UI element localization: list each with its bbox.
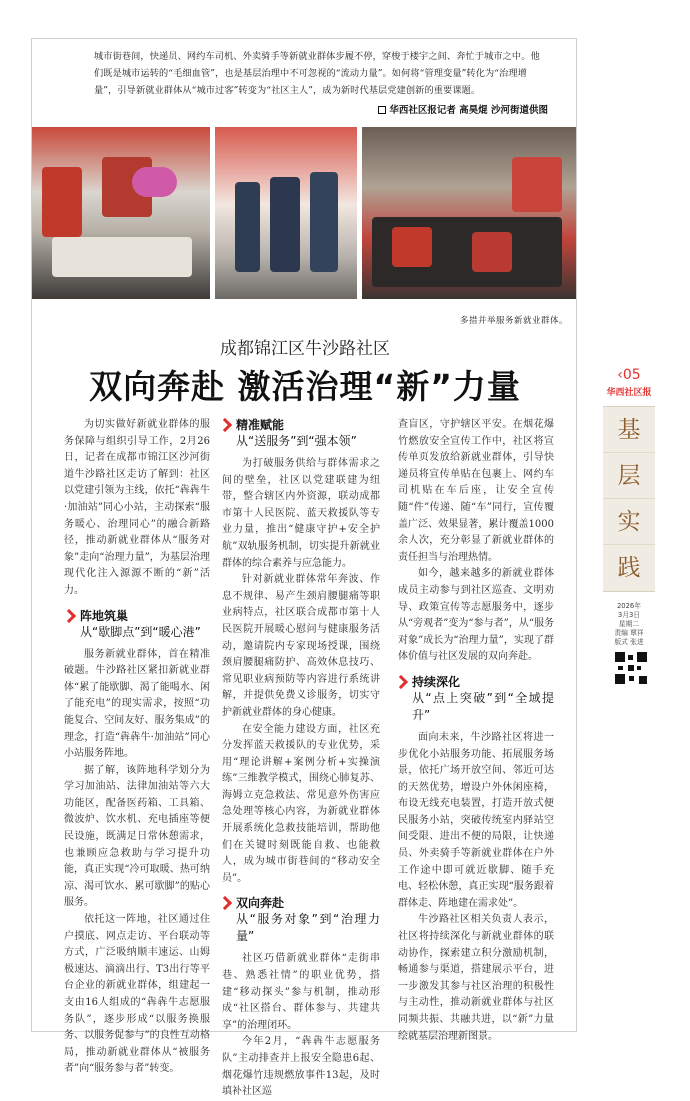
- photo-group-gathering: [362, 127, 576, 299]
- paragraph: 服务新就业群体，首在精准破题。牛沙路社区紧扣新就业群体“累了能歇脚、渴了能喝水、闲了能充电”的现实需求，按照“功能复合、空间友好、服务集成”的理念，打造“犇犇牛·加油站”同心小站服务阵地。: [64, 648, 210, 760]
- paragraph: 为打破服务供给与群体需求之间的壁垒，社区以党建联建为纽带，整合辖区内外资源，联动成都市第十人民医院、蓝天救援队等专业力量，推出“健康守护+安全护航”双轨服务机制，切实提升新就业群体的综合素养与应急能力。: [222, 458, 380, 569]
- paragraph: 今年2月，“犇犇牛志愿服务队”主动排查并上报安全隐患6起、烟花爆竹违规燃放事件13起，及时填补社区巡: [222, 1036, 380, 1098]
- paragraph: 如今，越来越多的新就业群体成员主动参与到社区巡查、文明劝导、政策宣传等志愿服务中，逐步从“旁观者”变为“参与者”，从“服务对象”成长为“治理力量”，实现了群体价值与社区发展的双向奔赴。: [398, 568, 554, 663]
- page-number: ‹05: [617, 367, 641, 383]
- paper-name: 华西社区报: [606, 388, 652, 398]
- design-credit: 版式 张进: [614, 638, 644, 646]
- section-char: 层: [603, 453, 655, 499]
- byline: [378, 102, 548, 116]
- section-char: 践: [617, 555, 641, 581]
- paragraph: 牛沙路社区相关负责人表示，社区将持续深化与新就业群体的联动协作，探索建立积分激励机制，畅通参与渠道，搭建展示平台，进一步激发其参与社区治理的积极性与主动性，推动新就业群体与社区同频共振、共融共进，以“新”力量绘就基层治理新图景。: [398, 914, 554, 1042]
- section-heading: [234, 895, 380, 945]
- chevron-icon: [218, 896, 232, 910]
- photo-strip: [32, 127, 578, 299]
- editor-credit: 责编 覃祥: [614, 629, 644, 637]
- chevron-icon: [394, 675, 408, 689]
- byline-text: 华西社区报记者 高昊焜 沙河街道供图: [389, 105, 548, 116]
- photo-first-aid-training: [215, 127, 357, 299]
- paragraph: 查盲区，守护辖区平安。在烟花爆竹燃放安全宣传工作中，社区将宣传单页发放给新就业群体，引导快递员将宣传单贴在包裹上、网约车司机贴在车后座，让安全宣传随“件”传递、随“车”同行，宣传覆盖广泛、效果显著，累计覆盖1000余人次，充分彰显了新就业群体的责任担当与治理热情。: [398, 419, 554, 563]
- section-heading: [410, 674, 554, 724]
- issue-weekday: 星期二: [618, 620, 640, 628]
- column-3: [398, 417, 554, 1045]
- issue-date: 3月3日: [617, 611, 641, 619]
- section-heading: [234, 417, 380, 450]
- photo-caption: 多措并举服务新就业群体。: [459, 316, 568, 326]
- newspaper-page: [31, 38, 577, 1098]
- section-title: 精准赋能: [236, 418, 285, 432]
- kicker-title: 成都锦江区牛沙路社区: [220, 339, 390, 359]
- qr-code-icon: [615, 652, 647, 684]
- issue-year: 2026年: [616, 602, 642, 610]
- section-title: 持续深化: [412, 674, 461, 689]
- paragraph: 针对新就业群体常年奔波、作息不规律、易产生颈肩腰腿痛等职业病特点，社区联合成都市第十人民医院开展暖心慰问与健康服务活动，邀请院内专家现场授课，围绕颈肩腰腿痛防护、高效休息技巧、常见职业病预防等内容进行系统讲解，并提供免费义诊服务，切实守护新就业群体的身心健康。: [222, 574, 380, 718]
- headline: 双向奔赴 激活治理“新”力量: [89, 367, 521, 406]
- section-subtitle: 从“送服务”到“强本领”: [236, 434, 357, 448]
- paragraph: 在安全能力建设方面，社区充分发挥蓝天救援队的专业优势，采用“理论讲解+案例分析+实操演练”三维教学模式，围绕心肺复苏、海姆立克急救法、常见意外伤害应急处理等核心内容，为新就业群体开展系统化急救技能培训，帮助他们在关键时刻既能自救、也能救人，成为城市街巷间的“移动安全员”。: [222, 723, 380, 884]
- section-char: 实: [603, 499, 655, 545]
- chevron-icon: [218, 418, 232, 432]
- chevron-icon: [62, 608, 76, 622]
- paragraph: 面向未来，牛沙路社区将进一步优化小站服务功能、拓展服务场景，依托广场开放空间、邻近可达的天然优势，增设户外休闲座椅，布设无线充电装置，打造开放式便民服务小站，突破传统室内驿站空间受限、进出不便的局限，让快递员、外卖骑手等新就业群体在户外工作途中即可就近歇脚、随手充电、轻松休憩，真正实现“服务跟着群体走、阵地建在需求处”。: [398, 731, 554, 909]
- section-label-vertical: [603, 406, 655, 592]
- section-subtitle: 从“点上突破”到“全域提升”: [412, 690, 554, 722]
- intro-paragraph: 为切实做好新就业群体的服务保障与组织引导工作，2月26日，记者在成都市锦江区沙河街道牛沙路社区走访了解到：社区以党建引领为主线，依托“犇犇牛·加油站”同心小站，主动探索“服务暖心、治理同心”的融合新路径，推动新就业群体从“服务对象”走向“治理力量”，为基层治理现代化注入源源不断的“新”活力。: [64, 419, 210, 596]
- lead-paragraph: 城市街巷间，快递员、网约车司机、外卖骑手等新就业群体步履不停，穿梭于楼宇之间、奔忙于城市之中。他们既是城市运转的“毛细血管”，也是基层治理中不可忽视的“流动力量”。如何将“管理变量”转化为“治理增量”，引导新就业群体从“城市过客”转变为“社区主人”，成为新时代基层党建创新的重要课题。: [94, 51, 540, 96]
- paragraph: 依托这一阵地，社区通过住户摸底、网点走访、平台联动等方式，广泛吸纳顺丰速运、山姆极速达、滴滴出行、T3出行等平台企业的新就业群体，组建起一支由16人组成的“犇犇牛志愿服务队”，逐步形成“以服务换服务、以服务促参与”的良性互动格局，推动新就业群体从“被服务者”向“服务参与者”转变。: [64, 914, 210, 1075]
- section-subtitle: 从“歇脚点”到“暖心港”: [80, 624, 201, 639]
- section-subtitle: 从“服务对象”到“治理力量”: [236, 912, 380, 944]
- column-2: [222, 417, 380, 1101]
- column-1: [64, 417, 210, 1078]
- section-heading: [78, 608, 210, 641]
- issue-info: [597, 602, 661, 647]
- paragraph: 据了解，该阵地科学划分为学习加油站、法律加油站等六大功能区，配备医药箱、工具箱、微波炉、饮水机、充电插座等便民设施，既满足日常休憩需求，也兼顾应急救助与学习提升功能，真正实现“冷可取暖、热可纳凉、渴可饮水、累可歇脚”的贴心服务。: [64, 764, 210, 909]
- photo-volunteer-desk: [32, 127, 210, 299]
- section-char: 基: [603, 407, 655, 453]
- section-title: 阵地筑巢: [80, 608, 129, 623]
- square-icon: [378, 106, 386, 114]
- page-sidebar: [597, 368, 661, 647]
- section-title: 双向奔赴: [236, 896, 285, 911]
- paragraph: 社区巧借新就业群体“走街串巷、熟悉社情”的职业优势，搭建“移动探头”参与机制，推动形成“社区搭台、群体参与、共建共享”的治理闭环。: [222, 953, 380, 1031]
